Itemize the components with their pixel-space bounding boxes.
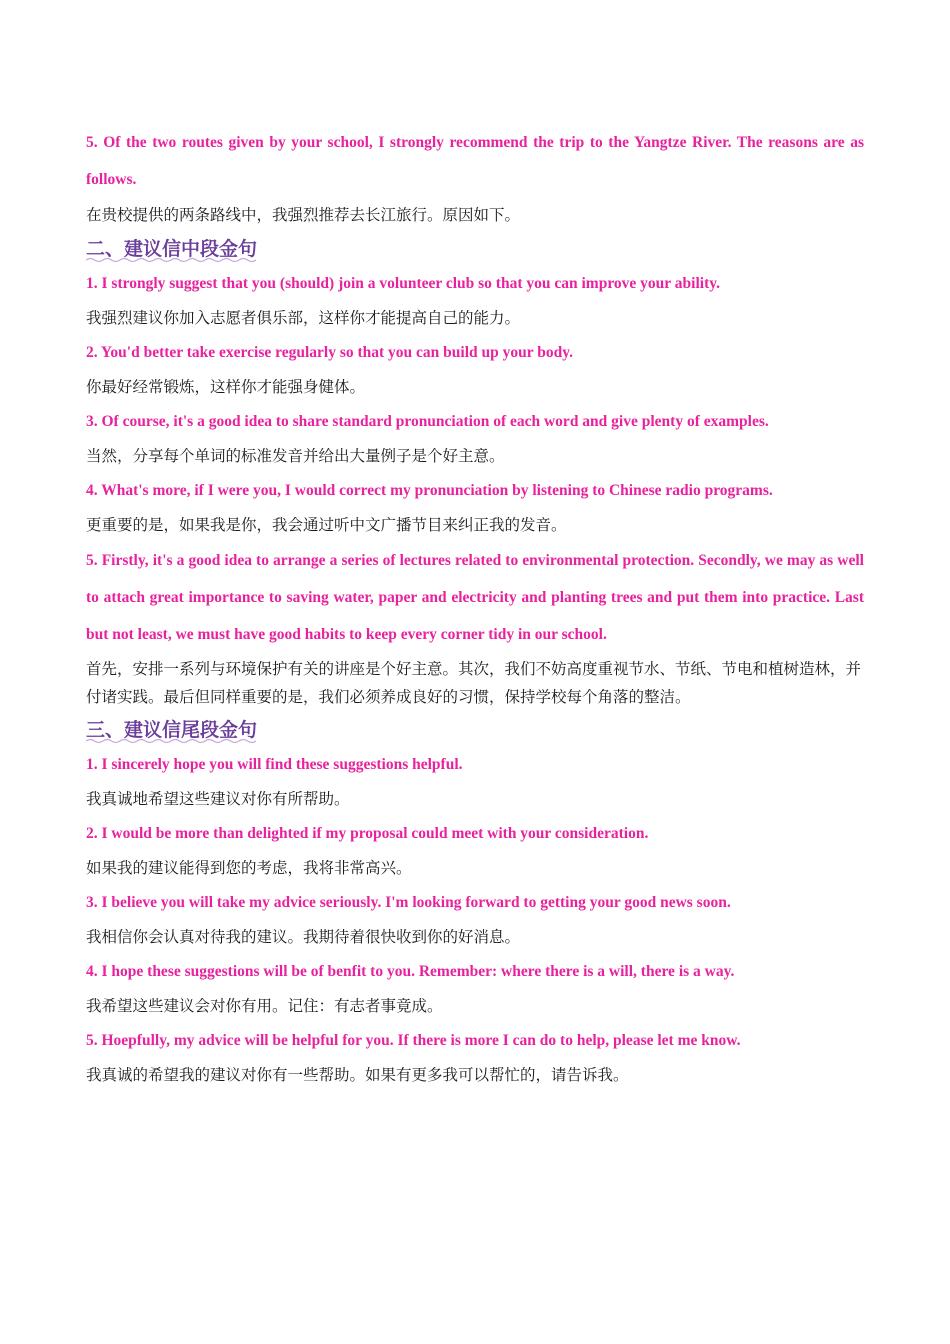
top-item: [86, 124, 864, 232]
english-sentence: 3. I believe you will take my advice seriously. I'm looking forward to getting your good news soon.: [86, 894, 731, 911]
section-heading-text: 三、建议信尾段金句: [86, 719, 258, 741]
chinese-translation: 当然，分享每个单词的标准发音并给出大量例子是个好主意。: [86, 447, 505, 465]
english-sentence: 1. I sincerely hope you will find these suggestions helpful.: [86, 756, 463, 773]
chinese-translation: 你最好经常锻炼，这样你才能强身健体。: [86, 378, 366, 396]
chinese-translation: 我相信你会认真对待我的建议。我期待着很快收到你的好消息。: [86, 928, 521, 946]
list-item: [86, 816, 864, 885]
wavy-underline-icon: [86, 738, 256, 744]
section-heading-middle: [86, 232, 257, 266]
list-item: [86, 335, 864, 404]
section-heading-text: 二、建议信中段金句: [86, 238, 258, 260]
chinese-translation: 我真诚地希望这些建议对你有所帮助。: [86, 790, 350, 808]
list-item: [86, 1023, 864, 1092]
wavy-underline-icon: [86, 257, 256, 263]
chinese-translation: 我强烈建议你加入志愿者俱乐部，这样你才能提高自己的能力。: [86, 309, 521, 327]
english-sentence: 2. I would be more than delighted if my proposal could meet with your consideration.: [86, 825, 649, 842]
chinese-translation: 我真诚的希望我的建议对你有一些帮助。如果有更多我可以帮忙的，请告诉我。: [86, 1066, 629, 1084]
english-sentence: 5. Hoepfully, my advice will be helpful for you. If there is more I can do to help, please let me know.: [86, 1032, 741, 1049]
chinese-translation: 在贵校提供的两条路线中，我强烈推荐去长江旅行。原因如下。: [86, 206, 521, 224]
list-item: [86, 885, 864, 954]
list-item: [86, 266, 864, 335]
english-sentence: 3. Of course, it's a good idea to share standard pronunciation of each word and give plenty of examples.: [86, 413, 769, 430]
list-item: [86, 542, 864, 711]
section-heading-closing: [86, 713, 257, 747]
document-page: [86, 124, 864, 1092]
chinese-translation: 如果我的建议能得到您的考虑，我将非常高兴。: [86, 859, 412, 877]
list-item: [86, 747, 864, 816]
english-sentence: 1. I strongly suggest that you (should) join a volunteer club so that you can improve your ability.: [86, 275, 721, 292]
list-item: [86, 954, 864, 1023]
english-sentence: 4. What's more, if I were you, I would correct my pronunciation by listening to Chinese radio programs.: [86, 482, 773, 499]
chinese-translation: 我希望这些建议会对你有用。记住：有志者事竟成。: [86, 997, 443, 1015]
english-sentence: 5. Firstly, it's a good idea to arrange a series of lectures related to environmental protection. Secondly, we may as well to attach great importance to saving water, paper and electricity and planting trees and put them into practice. Last but not least, we must have good habits to keep every corner tidy in our school.: [86, 552, 864, 643]
chinese-translation: 更重要的是，如果我是你，我会通过听中文广播节目来纠正我的发音。: [86, 516, 567, 534]
chinese-translation: 首先，安排一系列与环境保护有关的讲座是个好主意。其次，我们不妨高度重视节水、节纸、节电和植树造林，并付诸实践。最后但同样重要的是，我们必须养成良好的习惯，保持学校每个角落的整洁。: [86, 660, 862, 706]
list-item: [86, 473, 864, 542]
list-item: [86, 404, 864, 473]
english-sentence: 5. Of the two routes given by your school, I strongly recommend the trip to the Yangtze River. The reasons are as follows.: [86, 134, 864, 188]
english-sentence: 4. I hope these suggestions will be of benfit to you. Remember: where there is a will, there is a way.: [86, 963, 735, 980]
english-sentence: 2. You'd better take exercise regularly so that you can build up your body.: [86, 344, 574, 361]
